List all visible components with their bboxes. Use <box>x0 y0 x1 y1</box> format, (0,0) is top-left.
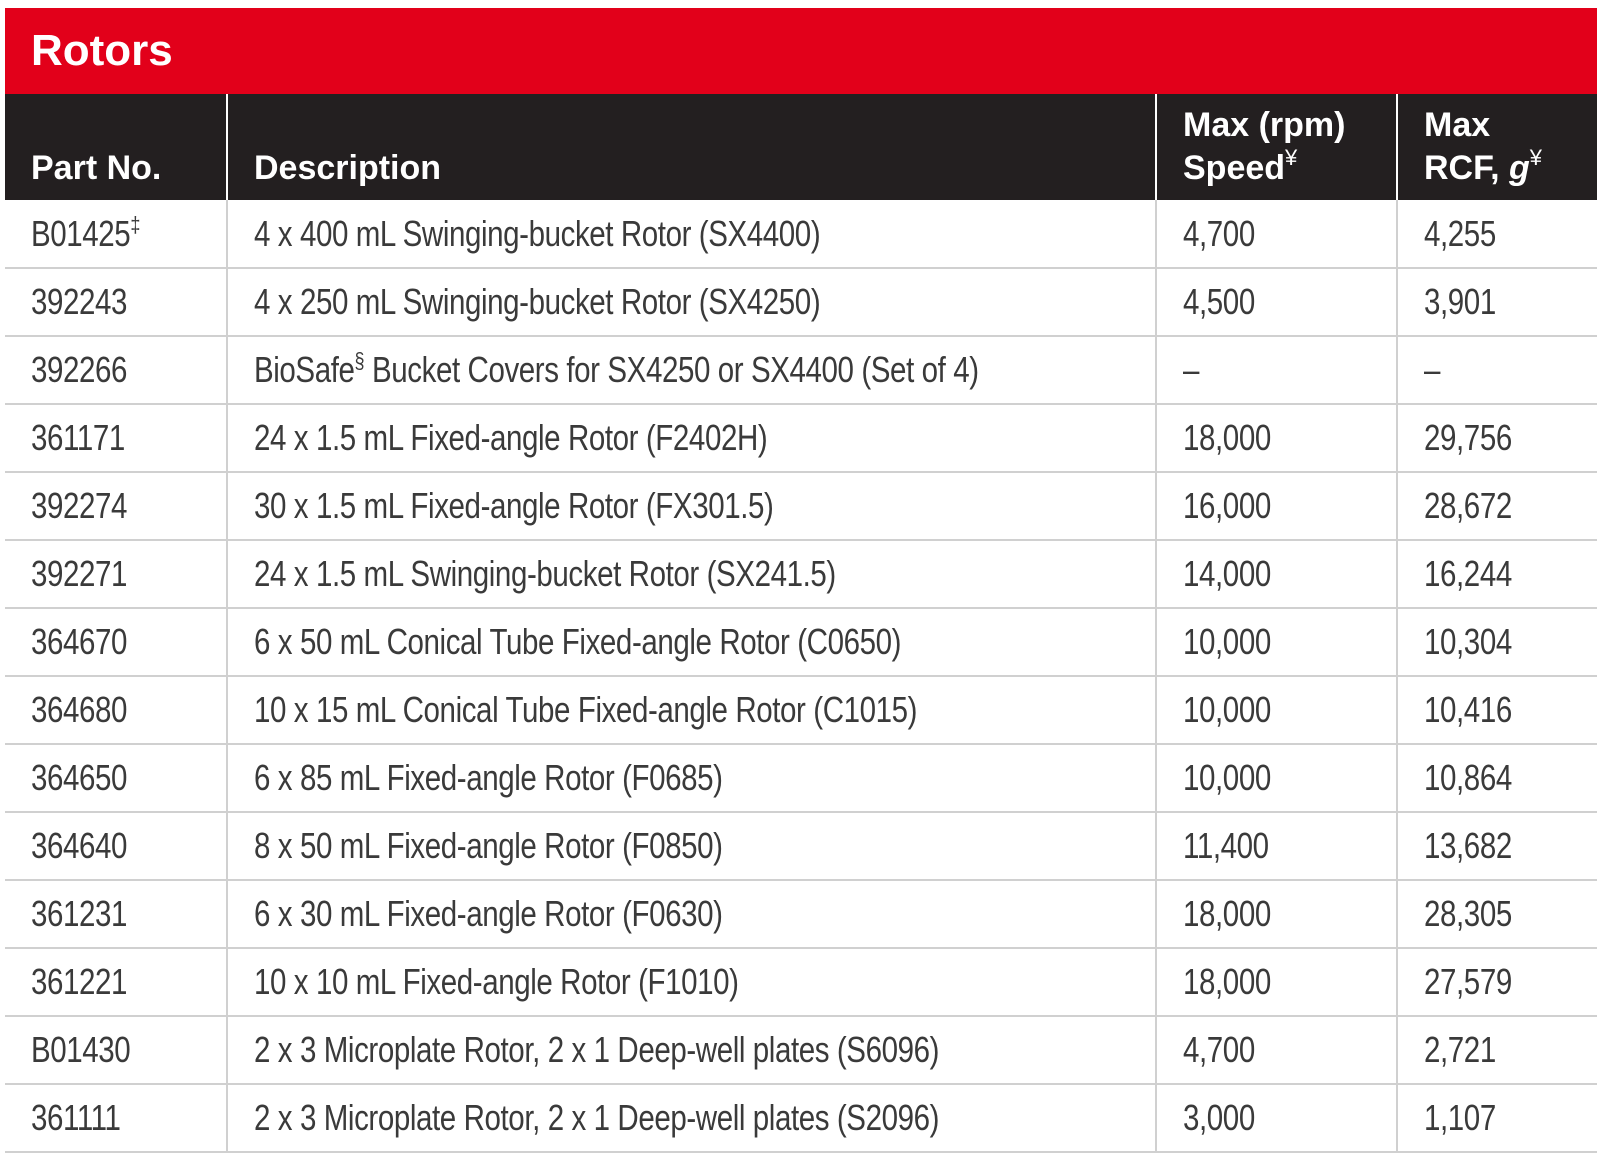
cell-max-rcf: 4,255 <box>1397 200 1597 268</box>
cell-max-rcf: 28,672 <box>1397 472 1597 540</box>
cell-max-rcf: – <box>1397 336 1597 404</box>
cell-description: 8 x 50 mL Fixed-angle Rotor (F0850) <box>227 812 1156 880</box>
table-row <box>5 540 1597 608</box>
table-row <box>5 608 1597 676</box>
cell-max-rcf: 10,304 <box>1397 608 1597 676</box>
cell-max-speed: 11,400 <box>1156 812 1397 880</box>
cell-part-no: 361111 <box>5 1084 227 1152</box>
cell-part-no: B01430 <box>5 1016 227 1084</box>
cell-max-rcf: 28,305 <box>1397 880 1597 948</box>
cell-max-speed: 3,000 <box>1156 1084 1397 1152</box>
table-row <box>5 404 1597 472</box>
cell-description: 6 x 30 mL Fixed-angle Rotor (F0630) <box>227 880 1156 948</box>
header-part-no: Part No. <box>5 94 227 200</box>
rotors-table <box>5 94 1597 1153</box>
cell-max-rcf: 10,416 <box>1397 676 1597 744</box>
header-max-speed: Max (rpm) Speed¥ <box>1156 94 1397 200</box>
cell-part-no: B01425‡ <box>5 200 227 268</box>
cell-description: 24 x 1.5 mL Fixed-angle Rotor (F2402H) <box>227 404 1156 472</box>
cell-max-speed: 18,000 <box>1156 948 1397 1016</box>
cell-max-rcf: 3,901 <box>1397 268 1597 336</box>
cell-max-rcf: 27,579 <box>1397 948 1597 1016</box>
cell-description: 6 x 50 mL Conical Tube Fixed-angle Rotor (C0650) <box>227 608 1156 676</box>
cell-description: 24 x 1.5 mL Swinging-bucket Rotor (SX241.5) <box>227 540 1156 608</box>
table-row <box>5 268 1597 336</box>
cell-max-speed: 10,000 <box>1156 608 1397 676</box>
cell-max-speed: 4,700 <box>1156 200 1397 268</box>
cell-description: 4 x 400 mL Swinging-bucket Rotor (SX4400) <box>227 200 1156 268</box>
cell-part-no: 361231 <box>5 880 227 948</box>
cell-max-speed: 14,000 <box>1156 540 1397 608</box>
cell-max-speed: 18,000 <box>1156 880 1397 948</box>
cell-description: 10 x 10 mL Fixed-angle Rotor (F1010) <box>227 948 1156 1016</box>
table-row <box>5 880 1597 948</box>
table-row <box>5 948 1597 1016</box>
cell-part-no: 364680 <box>5 676 227 744</box>
cell-max-speed: 10,000 <box>1156 676 1397 744</box>
cell-description: 6 x 85 mL Fixed-angle Rotor (F0685) <box>227 744 1156 812</box>
table-row <box>5 744 1597 812</box>
table-header-row <box>5 94 1597 200</box>
table-row <box>5 472 1597 540</box>
cell-description: 4 x 250 mL Swinging-bucket Rotor (SX4250) <box>227 268 1156 336</box>
table-row <box>5 1016 1597 1084</box>
section-title: Rotors <box>31 26 173 75</box>
cell-part-no: 392271 <box>5 540 227 608</box>
section-banner <box>5 8 1597 94</box>
table-row <box>5 812 1597 880</box>
table-row <box>5 676 1597 744</box>
table-row <box>5 200 1597 268</box>
cell-description: 10 x 15 mL Conical Tube Fixed-angle Rotor (C1015) <box>227 676 1156 744</box>
cell-max-speed: – <box>1156 336 1397 404</box>
table-row <box>5 336 1597 404</box>
cell-part-no: 364640 <box>5 812 227 880</box>
cell-description: 30 x 1.5 mL Fixed-angle Rotor (FX301.5) <box>227 472 1156 540</box>
cell-part-no: 361171 <box>5 404 227 472</box>
cell-max-rcf: 10,864 <box>1397 744 1597 812</box>
cell-max-speed: 16,000 <box>1156 472 1397 540</box>
cell-max-rcf: 29,756 <box>1397 404 1597 472</box>
cell-max-rcf: 2,721 <box>1397 1016 1597 1084</box>
header-description: Description <box>227 94 1156 200</box>
cell-max-speed: 4,500 <box>1156 268 1397 336</box>
cell-part-no: 364650 <box>5 744 227 812</box>
header-max-rcf: Max RCF, g¥ <box>1397 94 1597 200</box>
cell-part-no: 392243 <box>5 268 227 336</box>
cell-max-speed: 10,000 <box>1156 744 1397 812</box>
table-row <box>5 1084 1597 1152</box>
cell-description: 2 x 3 Microplate Rotor, 2 x 1 Deep-well plates (S2096) <box>227 1084 1156 1152</box>
cell-part-no: 364670 <box>5 608 227 676</box>
cell-part-no: 392274 <box>5 472 227 540</box>
cell-description: BioSafe§ Bucket Covers for SX4250 or SX4400 (Set of 4) <box>227 336 1156 404</box>
cell-max-speed: 18,000 <box>1156 404 1397 472</box>
cell-max-rcf: 1,107 <box>1397 1084 1597 1152</box>
cell-part-no: 392266 <box>5 336 227 404</box>
cell-part-no: 361221 <box>5 948 227 1016</box>
cell-max-rcf: 16,244 <box>1397 540 1597 608</box>
cell-description: 2 x 3 Microplate Rotor, 2 x 1 Deep-well plates (S6096) <box>227 1016 1156 1084</box>
cell-max-rcf: 13,682 <box>1397 812 1597 880</box>
cell-max-speed: 4,700 <box>1156 1016 1397 1084</box>
